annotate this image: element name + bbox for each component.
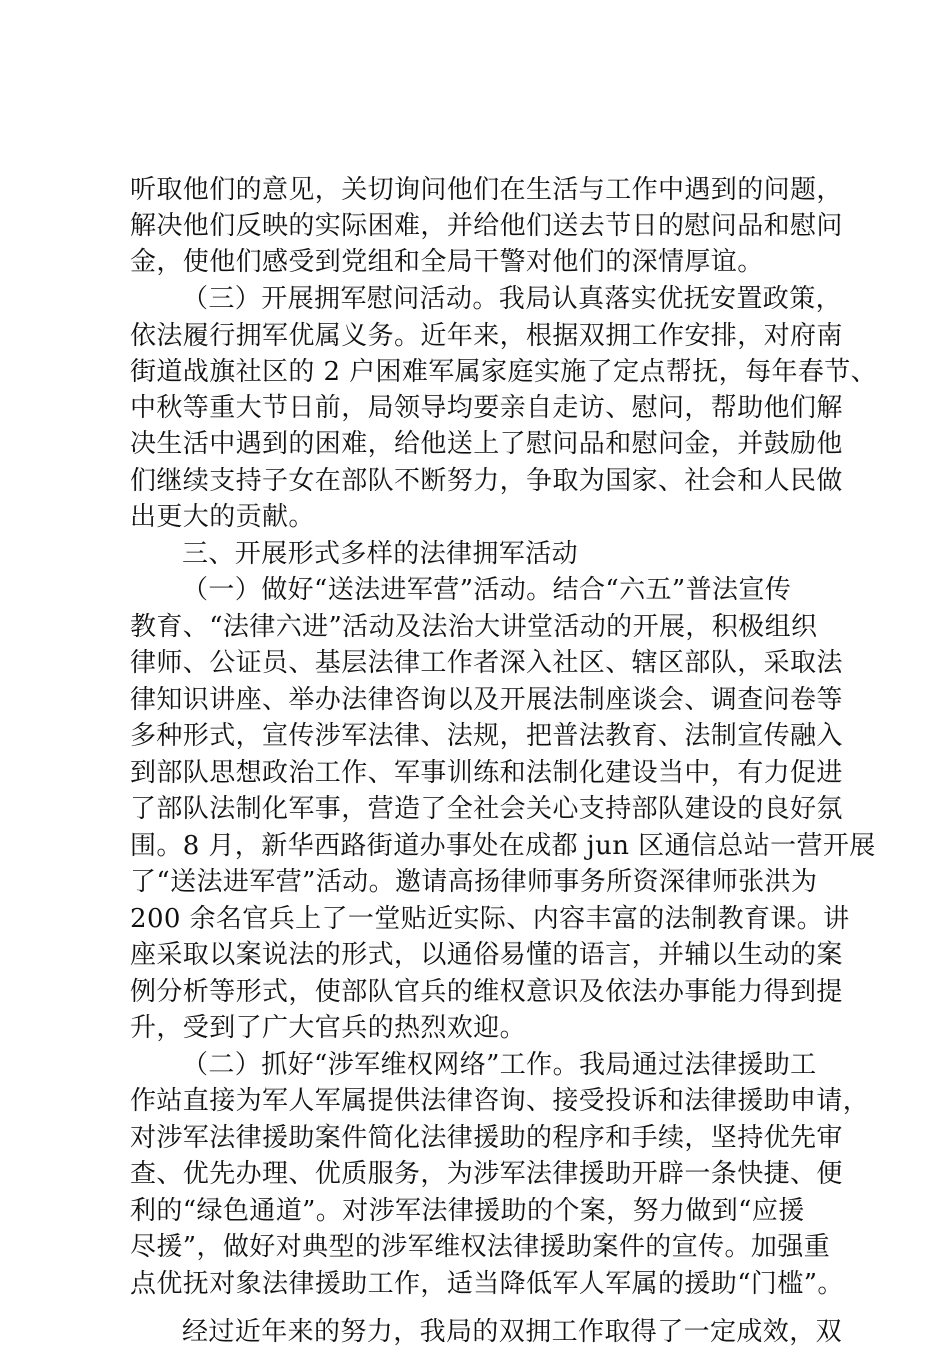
- text-line: 了“送法进军营”活动。邀请高扬律师事务所资深律师张洪为: [130, 867, 818, 897]
- text-line: 利的“绿色通道”。对涉军法律援助的个案，努力做到“应援: [130, 1196, 805, 1226]
- text-line: 了部队法制化军事，营造了全社会关心支持部队建设的良好氛: [130, 794, 843, 824]
- text-line: 例分析等形式，使部队官兵的维权意识及依法办事能力得到提: [130, 977, 843, 1007]
- text-line: 围。8 月，新华西路街道办事处在成都 jun 区通信总站一营开展: [130, 831, 876, 861]
- text-line: 尽援”，做好对典型的涉军维权法律援助案件的宣传。加强重: [130, 1232, 831, 1262]
- paragraph-start-line: （二）抓好“涉军维权网络”工作。我局通过法律援助工: [182, 1050, 817, 1080]
- text-line: 决生活中遇到的困难，给他送上了慰问品和慰问金，并鼓励他: [130, 429, 843, 459]
- text-line: 律知识讲座、举办法律咨询以及开展法制座谈会、调查问卷等: [130, 685, 843, 715]
- text-line: 到部队思想政治工作、军事训练和法制化建设当中，有力促进: [130, 758, 843, 788]
- paragraph-start-line: （三）开展拥军慰问活动。我局认真落实优抚安置政策，: [182, 284, 843, 314]
- section-heading: 三、开展形式多样的法律拥军活动: [182, 539, 579, 569]
- paragraph-start-line: 经过近年来的努力，我局的双拥工作取得了一定成效，双: [182, 1317, 843, 1347]
- text-line: 对涉军法律援助案件简化法律援助的程序和手续，坚持优先审: [130, 1123, 843, 1153]
- text-line: 点优抚对象法律援助工作，适当降低军人军属的援助“门槛”。: [130, 1269, 844, 1299]
- text-line: 作站直接为军人军属提供法律咨询、接受投诉和法律援助申请，: [130, 1086, 870, 1116]
- text-line: 升，受到了广大官兵的热烈欢迎。: [130, 1013, 527, 1043]
- text-line: 查、优先办理、优质服务，为涉军法律援助开辟一条快捷、便: [130, 1159, 843, 1189]
- text-line: 200 余名官兵上了一堂贴近实际、内容丰富的法制教育课。讲: [130, 904, 850, 934]
- text-line: 出更大的贡献。: [130, 502, 315, 532]
- text-line: 多种形式，宣传涉军法律、法规，把普法教育、法制宣传融入: [130, 721, 843, 751]
- text-line: 律师、公证员、基层法律工作者深入社区、辖区部队，采取法: [130, 648, 843, 678]
- text-line: 解决他们反映的实际困难，并给他们送去节日的慰问品和慰问: [130, 211, 843, 241]
- text-line: 们继续支持子女在部队不断努力，争取为国家、社会和人民做: [130, 466, 843, 496]
- text-line: 座采取以案说法的形式，以通俗易懂的语言，并辅以生动的案: [130, 940, 843, 970]
- text-line: 听取他们的意见，关切询问他们在生活与工作中遇到的问题，: [130, 175, 843, 205]
- text-line: 依法履行拥军优属义务。近年来，根据双拥工作安排，对府南: [130, 321, 843, 351]
- text-line: 中秋等重大节日前，局领导均要亲自走访、慰问，帮助他们解: [130, 393, 843, 423]
- paragraph-start-line: （一）做好“送法进军营”活动。结合“六五”普法宣传: [182, 575, 792, 605]
- text-line: 教育、“法律六进”活动及法治大讲堂活动的开展，积极组织: [130, 612, 818, 642]
- text-line: 街道战旗社区的 2 户困难军属家庭实施了定点帮抚，每年春节、: [130, 357, 878, 387]
- text-line: 金，使他们感受到党组和全局干警对他们的深情厚谊。: [130, 247, 764, 277]
